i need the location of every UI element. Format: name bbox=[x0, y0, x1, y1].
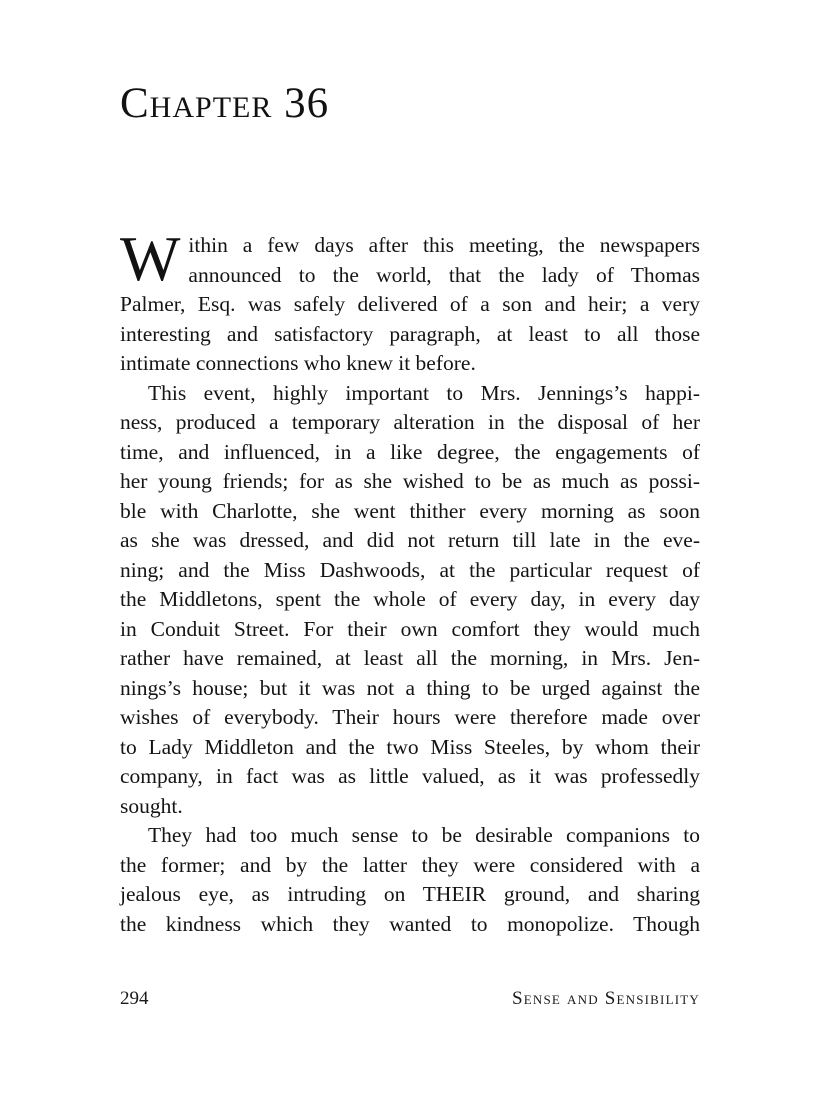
text-line: ble with Charlotte, she went thither every morning as soon bbox=[120, 498, 700, 523]
page-body bbox=[120, 223, 700, 939]
text-line: interesting and satisfactory paragraph, at least to all those bbox=[120, 321, 700, 346]
text-line: rather have remained, at least all the morning, in Mrs. Jen- bbox=[120, 646, 700, 670]
text-line: Palmer, Esq. was safely delivered of a son and heir; a very bbox=[120, 292, 700, 316]
text-line: sought. bbox=[120, 793, 183, 818]
paragraph bbox=[120, 379, 700, 822]
text-line: They had too much sense to be desirable companions to bbox=[148, 823, 700, 847]
text-line: nings’s house; but it was not a thing to be urged against the bbox=[120, 675, 700, 700]
paragraph bbox=[120, 821, 700, 939]
text-line: the former; and by the latter they were considered with a bbox=[120, 852, 700, 877]
text-line: ning; and the Miss Dashwoods, at the particular request of bbox=[120, 557, 700, 582]
paragraph bbox=[120, 223, 700, 379]
text-line: jealous eye, as intruding on THEIR ground, and sharing bbox=[120, 882, 700, 906]
page-footer bbox=[120, 988, 700, 1010]
text-line: intimate connections who knew it before. bbox=[120, 351, 476, 375]
text-line: the Middletons, spent the whole of every day, in every day bbox=[120, 587, 700, 611]
text-line: time, and influenced, in a like degree, the engagements of bbox=[120, 439, 700, 464]
drop-cap: W bbox=[120, 223, 181, 294]
text-line: the kindness which they wanted to monopolize. Though bbox=[120, 911, 700, 936]
text-line: as she was dressed, and did not return till late in the eve- bbox=[120, 528, 700, 552]
text-line: her young friends; for as she wished to be as much as possi- bbox=[120, 469, 700, 493]
text-line: ness, produced a temporary alteration in the disposal of her bbox=[120, 410, 700, 434]
page-number: 294 bbox=[120, 988, 149, 1009]
text-line: company, in fact was as little valued, as it was professedly bbox=[120, 764, 700, 788]
text-line: ithin a few days after this meeting, the newspapers bbox=[188, 233, 700, 257]
chapter-heading: Chapter 36 bbox=[120, 80, 330, 127]
text-line: in Conduit Street. For their own comfort they would much bbox=[120, 616, 700, 641]
text-line: This event, highly important to Mrs. Jennings’s happi- bbox=[148, 380, 700, 405]
text-line: wishes of everybody. Their hours were therefore made over bbox=[120, 705, 700, 729]
text-line: announced to the world, that the lady of Thomas bbox=[188, 262, 700, 287]
running-title: Sense and Sensibility bbox=[512, 988, 700, 1009]
text-line: to Lady Middleton and the two Miss Steeles, by whom their bbox=[120, 734, 700, 759]
